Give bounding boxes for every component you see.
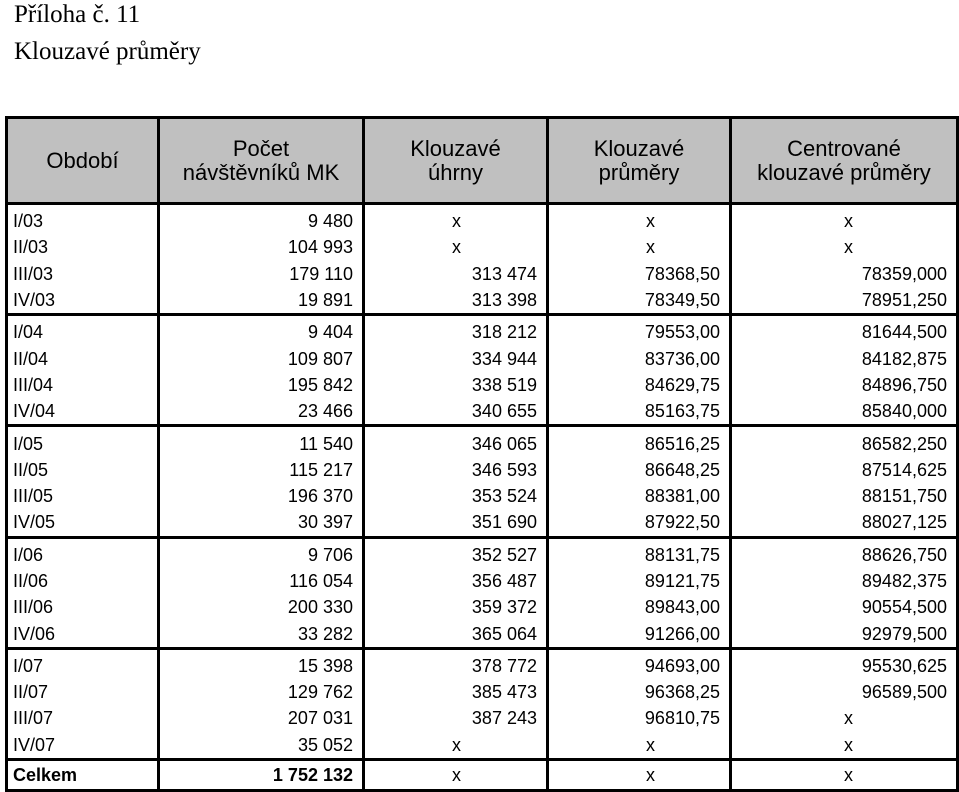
cell-period: IV/04: [7, 398, 159, 426]
header-line: Klouzavé: [593, 135, 685, 161]
cell-centered-average: 95530,625: [731, 648, 958, 679]
header-period: [7, 118, 159, 204]
cell-period: I/05: [7, 426, 159, 457]
cell-moving-total: 353 524: [364, 483, 548, 509]
cell-centered-average: x: [731, 705, 958, 731]
cell-centered-average: 88027,125: [731, 509, 958, 537]
table-row: [7, 568, 958, 594]
total-label: Celkem: [7, 759, 159, 790]
table-row: [7, 509, 958, 537]
table-row: [7, 537, 958, 568]
cell-moving-total: 351 690: [364, 509, 548, 537]
cell-moving-average: 89843,00: [548, 594, 731, 620]
cell-visitors: 179 110: [159, 261, 364, 287]
cell-visitors: 104 993: [159, 234, 364, 260]
cell-centered-average: x: [731, 234, 958, 260]
table-row: [7, 287, 958, 315]
cell-period: III/05: [7, 483, 159, 509]
cell-period: IV/07: [7, 732, 159, 760]
table-row: [7, 732, 958, 760]
table-row: [7, 372, 958, 398]
table-row: [7, 426, 958, 457]
cell-period: III/04: [7, 372, 159, 398]
header-line: Centrované: [787, 135, 901, 161]
cell-centered-average: 86582,250: [731, 426, 958, 457]
header-moving-totals: [364, 118, 548, 204]
header-line: klouzavé průměry: [757, 159, 931, 185]
cell-centered-average: 88151,750: [731, 483, 958, 509]
cell-period: III/06: [7, 594, 159, 620]
cell-moving-total: 313 398: [364, 287, 548, 315]
cell-period: I/03: [7, 204, 159, 235]
total-visitors: 1 752 132: [159, 759, 364, 790]
moving-averages-table: [5, 116, 959, 792]
total-row: [7, 759, 958, 790]
cell-centered-average: 92979,500: [731, 620, 958, 648]
cell-moving-total: 318 212: [364, 315, 548, 346]
cell-period: I/07: [7, 648, 159, 679]
cell-moving-average: 86516,25: [548, 426, 731, 457]
cell-moving-average: 83736,00: [548, 345, 731, 371]
appendix-title: Příloha č. 11: [14, 1, 141, 28]
table-row: [7, 594, 958, 620]
cell-moving-average: 78368,50: [548, 261, 731, 287]
cell-centered-average: 84182,875: [731, 345, 958, 371]
cell-moving-average: 94693,00: [548, 648, 731, 679]
cell-centered-average: 88626,750: [731, 537, 958, 568]
cell-moving-total: 338 519: [364, 372, 548, 398]
cell-moving-total: x: [364, 732, 548, 760]
cell-moving-average: x: [548, 732, 731, 760]
cell-period: IV/06: [7, 620, 159, 648]
table-body: [7, 204, 958, 791]
cell-period: III/07: [7, 705, 159, 731]
cell-moving-total: x: [364, 234, 548, 260]
cell-moving-average: x: [548, 759, 731, 790]
cell-moving-average: 86648,25: [548, 457, 731, 483]
cell-centered-average: x: [731, 759, 958, 790]
cell-centered-average: 84896,750: [731, 372, 958, 398]
cell-centered-average: 85840,000: [731, 398, 958, 426]
cell-centered-average: 81644,500: [731, 315, 958, 346]
table-row: [7, 234, 958, 260]
cell-moving-total: 346 593: [364, 457, 548, 483]
table-row: [7, 620, 958, 648]
header-line: Klouzavé: [410, 135, 501, 161]
cell-visitors: 116 054: [159, 568, 364, 594]
header-moving-averages: [548, 118, 731, 204]
cell-moving-total: 359 372: [364, 594, 548, 620]
cell-centered-average: 90554,500: [731, 594, 958, 620]
header-line: návštěvníků MK: [182, 159, 340, 185]
header-centered-averages: [731, 118, 958, 204]
page-title: Klouzavé průměry: [14, 38, 201, 65]
cell-moving-average: 84629,75: [548, 372, 731, 398]
cell-visitors: 109 807: [159, 345, 364, 371]
cell-moving-average: x: [548, 204, 731, 235]
cell-moving-average: 79553,00: [548, 315, 731, 346]
cell-period: I/04: [7, 315, 159, 346]
cell-centered-average: 96589,500: [731, 679, 958, 705]
cell-moving-total: 313 474: [364, 261, 548, 287]
cell-period: IV/05: [7, 509, 159, 537]
cell-moving-total: 346 065: [364, 426, 548, 457]
cell-period: II/05: [7, 457, 159, 483]
cell-moving-total: x: [364, 204, 548, 235]
table-row: [7, 648, 958, 679]
cell-centered-average: 89482,375: [731, 568, 958, 594]
cell-visitors: 11 540: [159, 426, 364, 457]
table-row: [7, 204, 958, 235]
header-line: Počet: [232, 135, 290, 161]
table-header-row: [7, 118, 958, 204]
cell-period: II/07: [7, 679, 159, 705]
cell-moving-total: 385 473: [364, 679, 548, 705]
cell-visitors: 207 031: [159, 705, 364, 731]
table-row: [7, 483, 958, 509]
cell-visitors: 196 370: [159, 483, 364, 509]
cell-moving-average: 91266,00: [548, 620, 731, 648]
table-row: [7, 345, 958, 371]
cell-period: I/06: [7, 537, 159, 568]
cell-centered-average: x: [731, 204, 958, 235]
cell-moving-total: 340 655: [364, 398, 548, 426]
cell-visitors: 9 404: [159, 315, 364, 346]
table-row: [7, 705, 958, 731]
cell-visitors: 33 282: [159, 620, 364, 648]
cell-visitors: 9 706: [159, 537, 364, 568]
cell-centered-average: 78951,250: [731, 287, 958, 315]
cell-moving-average: 96368,25: [548, 679, 731, 705]
cell-moving-total: 334 944: [364, 345, 548, 371]
cell-period: IV/03: [7, 287, 159, 315]
cell-moving-total: x: [364, 759, 548, 790]
cell-visitors: 30 397: [159, 509, 364, 537]
header-line: úhrny: [427, 159, 484, 185]
cell-visitors: 9 480: [159, 204, 364, 235]
cell-moving-total: 387 243: [364, 705, 548, 731]
cell-moving-total: 356 487: [364, 568, 548, 594]
cell-centered-average: 87514,625: [731, 457, 958, 483]
cell-moving-total: 365 064: [364, 620, 548, 648]
cell-visitors: 19 891: [159, 287, 364, 315]
cell-period: II/03: [7, 234, 159, 260]
cell-visitors: 129 762: [159, 679, 364, 705]
cell-moving-average: 87922,50: [548, 509, 731, 537]
cell-visitors: 115 217: [159, 457, 364, 483]
cell-moving-average: 85163,75: [548, 398, 731, 426]
cell-visitors: 200 330: [159, 594, 364, 620]
cell-visitors: 23 466: [159, 398, 364, 426]
cell-centered-average: 78359,000: [731, 261, 958, 287]
cell-moving-total: 352 527: [364, 537, 548, 568]
cell-visitors: 35 052: [159, 732, 364, 760]
cell-moving-average: 78349,50: [548, 287, 731, 315]
header-line: Období: [46, 147, 119, 173]
cell-moving-average: 96810,75: [548, 705, 731, 731]
header-visitors: [159, 118, 364, 204]
cell-moving-total: 378 772: [364, 648, 548, 679]
table-row: [7, 315, 958, 346]
table-row: [7, 679, 958, 705]
cell-period: III/03: [7, 261, 159, 287]
cell-period: II/04: [7, 345, 159, 371]
table-row: [7, 457, 958, 483]
cell-visitors: 195 842: [159, 372, 364, 398]
cell-centered-average: x: [731, 732, 958, 760]
table-row: [7, 398, 958, 426]
header-line: průměry: [598, 159, 680, 185]
cell-moving-average: x: [548, 234, 731, 260]
cell-moving-average: 88381,00: [548, 483, 731, 509]
cell-period: II/06: [7, 568, 159, 594]
cell-visitors: 15 398: [159, 648, 364, 679]
cell-moving-average: 89121,75: [548, 568, 731, 594]
cell-moving-average: 88131,75: [548, 537, 731, 568]
table-row: [7, 261, 958, 287]
